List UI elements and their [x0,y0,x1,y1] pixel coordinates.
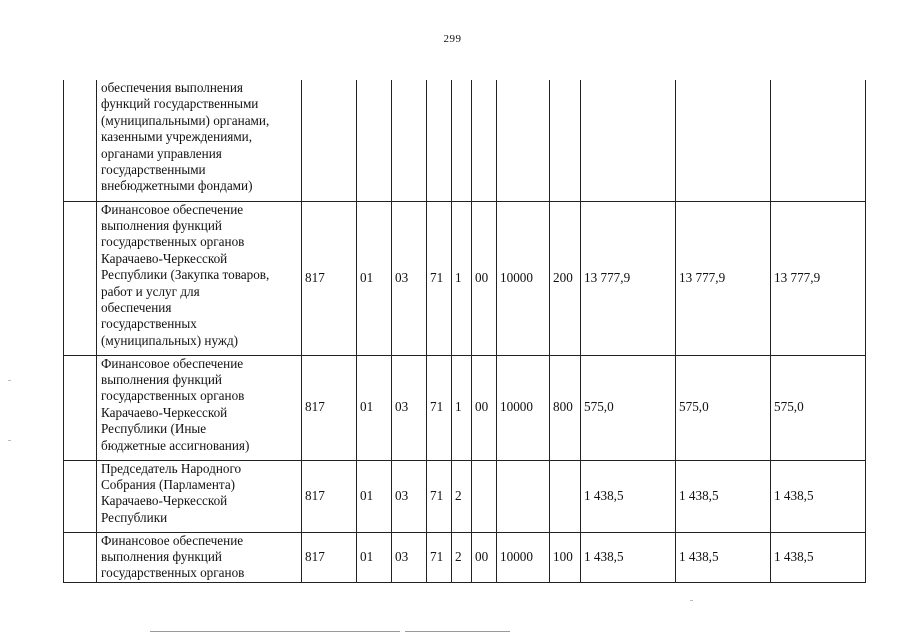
subsection-code-cell: 03 [392,460,427,532]
row-number-cell [64,201,97,355]
item-name-line: Карачаево-Черкесской [101,250,228,266]
item-name-line: Финансовое обеспечение [101,201,244,217]
item-name-line: Финансовое обеспечение [101,355,244,371]
item-name-cell [97,201,302,355]
ministry-code-cell: 817 [302,460,357,532]
expense-type-code-cell: 800 [550,355,581,460]
direction-code-cell [497,80,550,201]
expense-type-code-cell [550,460,581,532]
item-name-line: (муниципальных) нужд) [101,332,239,348]
subprogram-code-cell: 2 [452,532,472,582]
ministry-code-cell: 817 [302,532,357,582]
item-name-line: выполнения функций [101,217,222,233]
item-name-line: государственных [101,316,197,332]
activity-code-cell: 00 [472,532,497,582]
section-code-cell: 01 [357,532,392,582]
amount-year-3-cell: 575,0 [771,355,866,460]
program-code-cell: 71 [427,355,452,460]
expense-type-code-cell: 200 [550,201,581,355]
amount-year-1-cell: 575,0 [581,355,676,460]
footer-rule [150,631,400,632]
activity-code-cell: 00 [472,355,497,460]
item-name-line: государственных органов [101,565,245,581]
ministry-code-cell: 817 [302,201,357,355]
item-name-line: Председатель Народного [101,460,242,476]
direction-code-cell: 10000 [497,355,550,460]
table-row [64,460,866,532]
item-name-line: Карачаево-Черкесской [101,493,228,509]
subprogram-code-cell: 1 [452,355,472,460]
item-name-line: работ и услуг для [101,283,200,299]
program-code-cell [427,80,452,201]
item-name-line: внебюджетными фондами) [101,178,253,194]
item-name-line: государственных органов [101,234,245,250]
subsection-code-cell: 03 [392,532,427,582]
direction-code-cell [497,460,550,532]
table-row [64,80,866,201]
amount-year-3-cell: 1 438,5 [771,460,866,532]
subprogram-code-cell: 2 [452,460,472,532]
page-number: 299 [443,33,462,45]
amount-year-1-cell: 1 438,5 [581,532,676,582]
subsection-code-cell: 03 [392,355,427,460]
item-name-line: казенными учреждениями, [101,129,253,145]
item-name-line: бюджетные ассигнования) [101,437,250,453]
item-name-line: функций государственными [101,96,259,112]
scan-speck [8,440,11,441]
item-name-line: Республики (Иные [101,421,207,437]
row-number-cell [64,532,97,582]
item-name-cell [97,355,302,460]
amount-year-2-cell: 13 777,9 [676,201,771,355]
amount-year-2-cell: 575,0 [676,355,771,460]
item-name-line: обеспечения [101,299,172,315]
amount-year-2-cell [676,80,771,201]
activity-code-cell [472,460,497,532]
footer-rule [405,631,510,632]
expense-type-code-cell: 100 [550,532,581,582]
amount-year-3-cell: 13 777,9 [771,201,866,355]
ministry-code-cell [302,80,357,201]
activity-code-cell: 00 [472,201,497,355]
ministry-code-cell: 817 [302,355,357,460]
program-code-cell: 71 [427,460,452,532]
activity-code-cell [472,80,497,201]
item-name-line: обеспечения выполнения [101,80,243,95]
amount-year-1-cell [581,80,676,201]
amount-year-1-cell: 1 438,5 [581,460,676,532]
section-code-cell: 01 [357,201,392,355]
row-number-cell [64,355,97,460]
amount-year-1-cell: 13 777,9 [581,201,676,355]
subprogram-code-cell [452,80,472,201]
item-name-line: (муниципальными) органами, [101,112,270,128]
amount-year-3-cell: 1 438,5 [771,532,866,582]
scan-speck [690,600,693,601]
subsection-code-cell: 03 [392,201,427,355]
subsection-code-cell [392,80,427,201]
item-name-line: выполнения функций [101,371,222,387]
table-row [64,355,866,460]
item-name-line: органами управления [101,145,222,161]
item-name-line: Республики [101,509,168,525]
program-code-cell: 71 [427,532,452,582]
section-code-cell [357,80,392,201]
item-name-cell [97,532,302,582]
row-number-cell [64,460,97,532]
table-body [64,80,866,582]
budget-table [63,80,866,583]
subprogram-code-cell: 1 [452,201,472,355]
amount-year-2-cell: 1 438,5 [676,460,771,532]
row-number-cell [64,80,97,201]
table-row [64,201,866,355]
amount-year-3-cell [771,80,866,201]
table-row [64,532,866,582]
item-name-line: Карачаево-Черкесской [101,404,228,420]
item-name-line: Республики (Закупка товаров, [101,267,270,283]
section-code-cell: 01 [357,460,392,532]
scan-speck [8,380,11,381]
section-code-cell: 01 [357,355,392,460]
item-name-line: государственных органов [101,388,245,404]
item-name-cell [97,460,302,532]
program-code-cell: 71 [427,201,452,355]
item-name-line: Собрания (Парламента) [101,476,236,492]
item-name-line: выполнения функций [101,548,222,564]
item-name-line: государственными [101,162,206,178]
direction-code-cell: 10000 [497,532,550,582]
expense-type-code-cell [550,80,581,201]
item-name-line: Финансовое обеспечение [101,532,244,548]
direction-code-cell: 10000 [497,201,550,355]
item-name-cell [97,80,302,201]
amount-year-2-cell: 1 438,5 [676,532,771,582]
